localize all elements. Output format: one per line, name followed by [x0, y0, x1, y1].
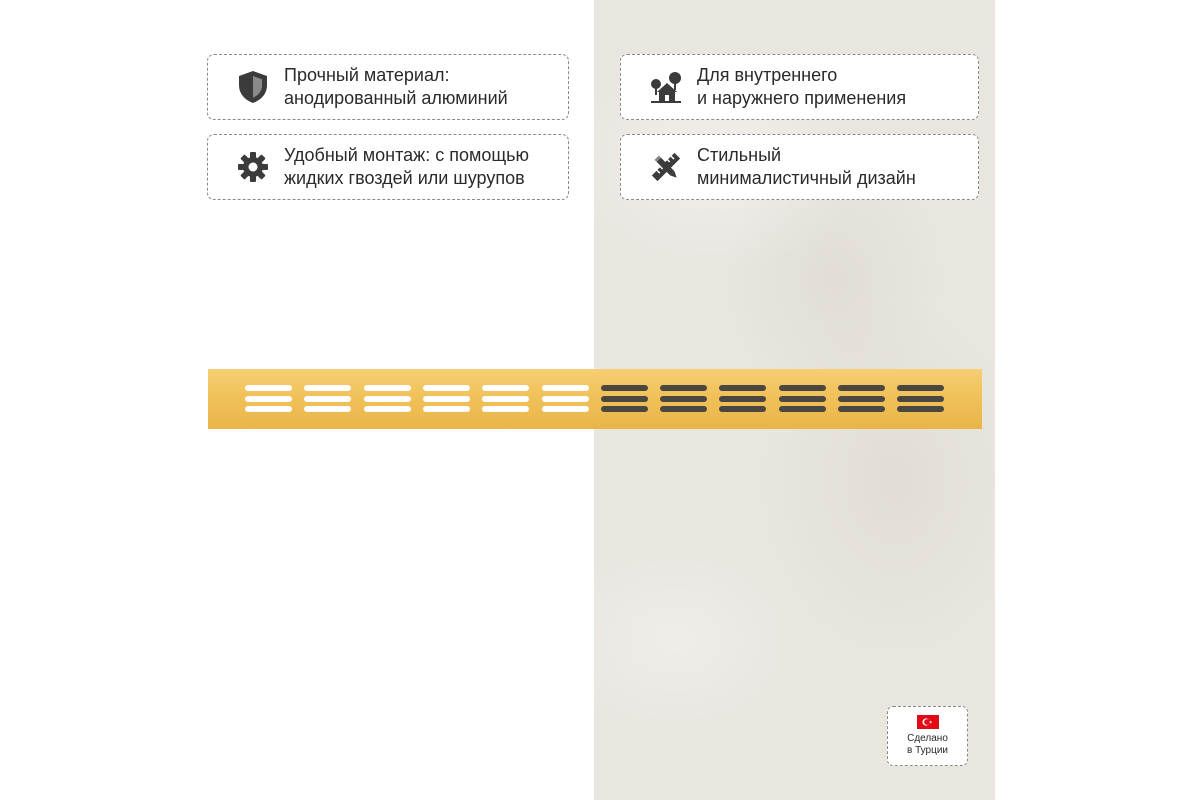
feature-line: Удобный монтаж: с помощью [284, 145, 530, 165]
slot-group [423, 385, 470, 413]
grille-slot [897, 396, 944, 402]
feature-line: и наружнего применения [697, 88, 907, 108]
grille-slot [838, 406, 885, 412]
grille-slot [364, 406, 411, 412]
slot-group [304, 385, 351, 413]
turkey-flag-icon [917, 715, 939, 729]
shield-icon [236, 70, 270, 104]
grille-slot [423, 406, 470, 412]
feature-card-usage [620, 54, 979, 120]
feature-line: жидких гвоздей или шурупов [284, 168, 525, 188]
feature-card-design [620, 134, 979, 200]
feature-line: анодированный алюминий [284, 88, 508, 108]
feature-line: Прочный материал: [284, 65, 450, 85]
grille-slot [601, 396, 648, 402]
grille-slot [897, 406, 944, 412]
grille-slot [304, 385, 351, 391]
badge-line: в Турции [907, 745, 948, 756]
slot-group [838, 385, 885, 413]
house-trees-icon [649, 70, 683, 104]
feature-line: минималистичный дизайн [697, 168, 916, 188]
grille-slot [542, 396, 589, 402]
grille-slot [245, 396, 292, 402]
grille-slot [838, 385, 885, 391]
grille-slot [601, 406, 648, 412]
grille-slot [897, 385, 944, 391]
grille-slot [304, 396, 351, 402]
grille-slot [838, 396, 885, 402]
grille-slot [304, 406, 351, 412]
grille-slot [719, 396, 766, 402]
grille-slot [423, 396, 470, 402]
grille-slot [779, 406, 826, 412]
grille-slot [779, 396, 826, 402]
grille-slot [245, 385, 292, 391]
slot-group [660, 385, 707, 413]
feature-line: Для внутреннего [697, 65, 838, 85]
feature-card-material [207, 54, 569, 120]
grille-slot [482, 385, 529, 391]
slot-group [601, 385, 648, 413]
slot-group [897, 385, 944, 413]
feature-card-mounting [207, 134, 569, 200]
grille-slot [482, 396, 529, 402]
ventilation-grille [208, 369, 982, 429]
slot-group [482, 385, 529, 413]
grille-slot [245, 406, 292, 412]
badge-line: Сделано [907, 733, 948, 744]
gear-icon [236, 150, 270, 184]
slot-group [542, 385, 589, 413]
feature-line: Стильный [697, 145, 782, 165]
grille-slot [660, 396, 707, 402]
grille-slot [364, 396, 411, 402]
grille-slot [660, 406, 707, 412]
grille-slot [719, 406, 766, 412]
slot-group [364, 385, 411, 413]
slot-group [245, 385, 292, 413]
made-in-badge [887, 706, 968, 766]
grille-slot [779, 385, 826, 391]
slot-group [779, 385, 826, 413]
grille-slot [542, 385, 589, 391]
grille-slot [482, 406, 529, 412]
grille-slot [364, 385, 411, 391]
grille-slot [660, 385, 707, 391]
slot-group [719, 385, 766, 413]
pencil-ruler-icon [649, 150, 683, 184]
grille-slot [719, 385, 766, 391]
grille-slot [542, 406, 589, 412]
grille-slot [423, 385, 470, 391]
grille-slot [601, 385, 648, 391]
